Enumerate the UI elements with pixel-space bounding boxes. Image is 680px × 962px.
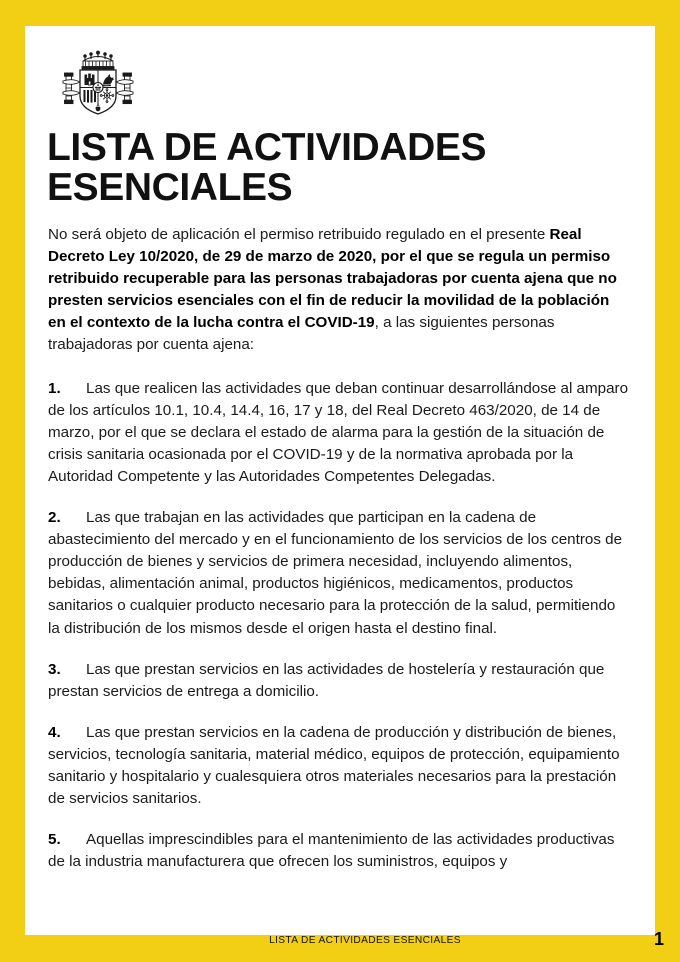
- list-item-number: 3.: [48, 660, 61, 678]
- page-title-line-1: LISTA DE ACTIVIDADES: [47, 126, 487, 169]
- list-item: [48, 722, 631, 810]
- list-item-number: 2.: [48, 509, 61, 527]
- intro-tail: , a las siguientes personas trabajadoras por cuenta ajena:: [48, 314, 555, 354]
- page-number: 1: [653, 929, 664, 949]
- list-item-text: Las que trabajan en las actividades que participan en la cadena de abastecimiento del mercado y en el funcionamiento de los servicios de los centros de producción de bienes y servicios de primera necesidad, incluyendo alimentos, bebidas, alimentación animal, productos higiénicos, medicamentos, productos sanitarios o cualquier producto necesario para la protección de la salud, permitiendo la distribución de los mismos desde el origen hasta el destino final.: [48, 509, 623, 637]
- list-item-number: 5.: [48, 831, 61, 849]
- document-page: [25, 26, 664, 949]
- escudo-de-espana-icon: [55, 48, 141, 120]
- list-item-text: Las que prestan servicios en las actividades de hostelería y restauración que prestan servicios de entrega a domicilio.: [48, 660, 605, 700]
- page-footer: [50, 929, 680, 961]
- list-item-number: 4.: [48, 723, 61, 741]
- footer-title: LISTA DE ACTIVIDADES ESENCIALES: [269, 935, 461, 946]
- list-item: [48, 829, 631, 873]
- intro-paragraph: [48, 224, 631, 357]
- list-item-number: 1.: [48, 379, 61, 397]
- document-body: [48, 224, 631, 873]
- intro-bold: Real Decreto Ley 10/2020, de 29 de marzo de 2020, por el que se regula un permiso retribuido recuperable para las personas trabajadoras por cuenta ajena que no presten servicios esenciales con el fin de reducir la movilidad de la población en el contexto de la lucha contra el COVID-19: [48, 226, 617, 332]
- page-title-line-2: ESENCIALES: [47, 166, 293, 209]
- list-item-text: Aquellas imprescindibles para el mantenimiento de las actividades productivas de la industria manufacturera que ofrecen los suministros, equipos y: [48, 831, 615, 871]
- list-item: [48, 507, 631, 640]
- page-title: [47, 128, 617, 208]
- list-item-text: Las que realicen las actividades que deban continuar desarrollándose al amparo de los artículos 10.1, 10.4, 14.4, 16, 17 y 18, del Real Decreto 463/2020, de 14 de marzo, por el que se declara el estado de alarma para la gestión de la situación de crisis sanitaria ocasionada por el COVID-19 y de la normativa aprobada por la Autoridad Competente y las Autoridades Competentes Delegadas.: [48, 379, 629, 485]
- list-item-text: Las que prestan servicios en la cadena de producción y distribución de bienes, servicios, tecnología sanitaria, material médico, equipos de protección, equipamiento sanitario y hospitalario y cualesquiera otros materiales necesarios para la prestación de servicios sanitarios.: [48, 723, 620, 808]
- list-item: [48, 378, 631, 488]
- list-item: [48, 659, 631, 703]
- intro-lead: No será objeto de aplicación el permiso retribuido regulado en el presente: [48, 226, 550, 243]
